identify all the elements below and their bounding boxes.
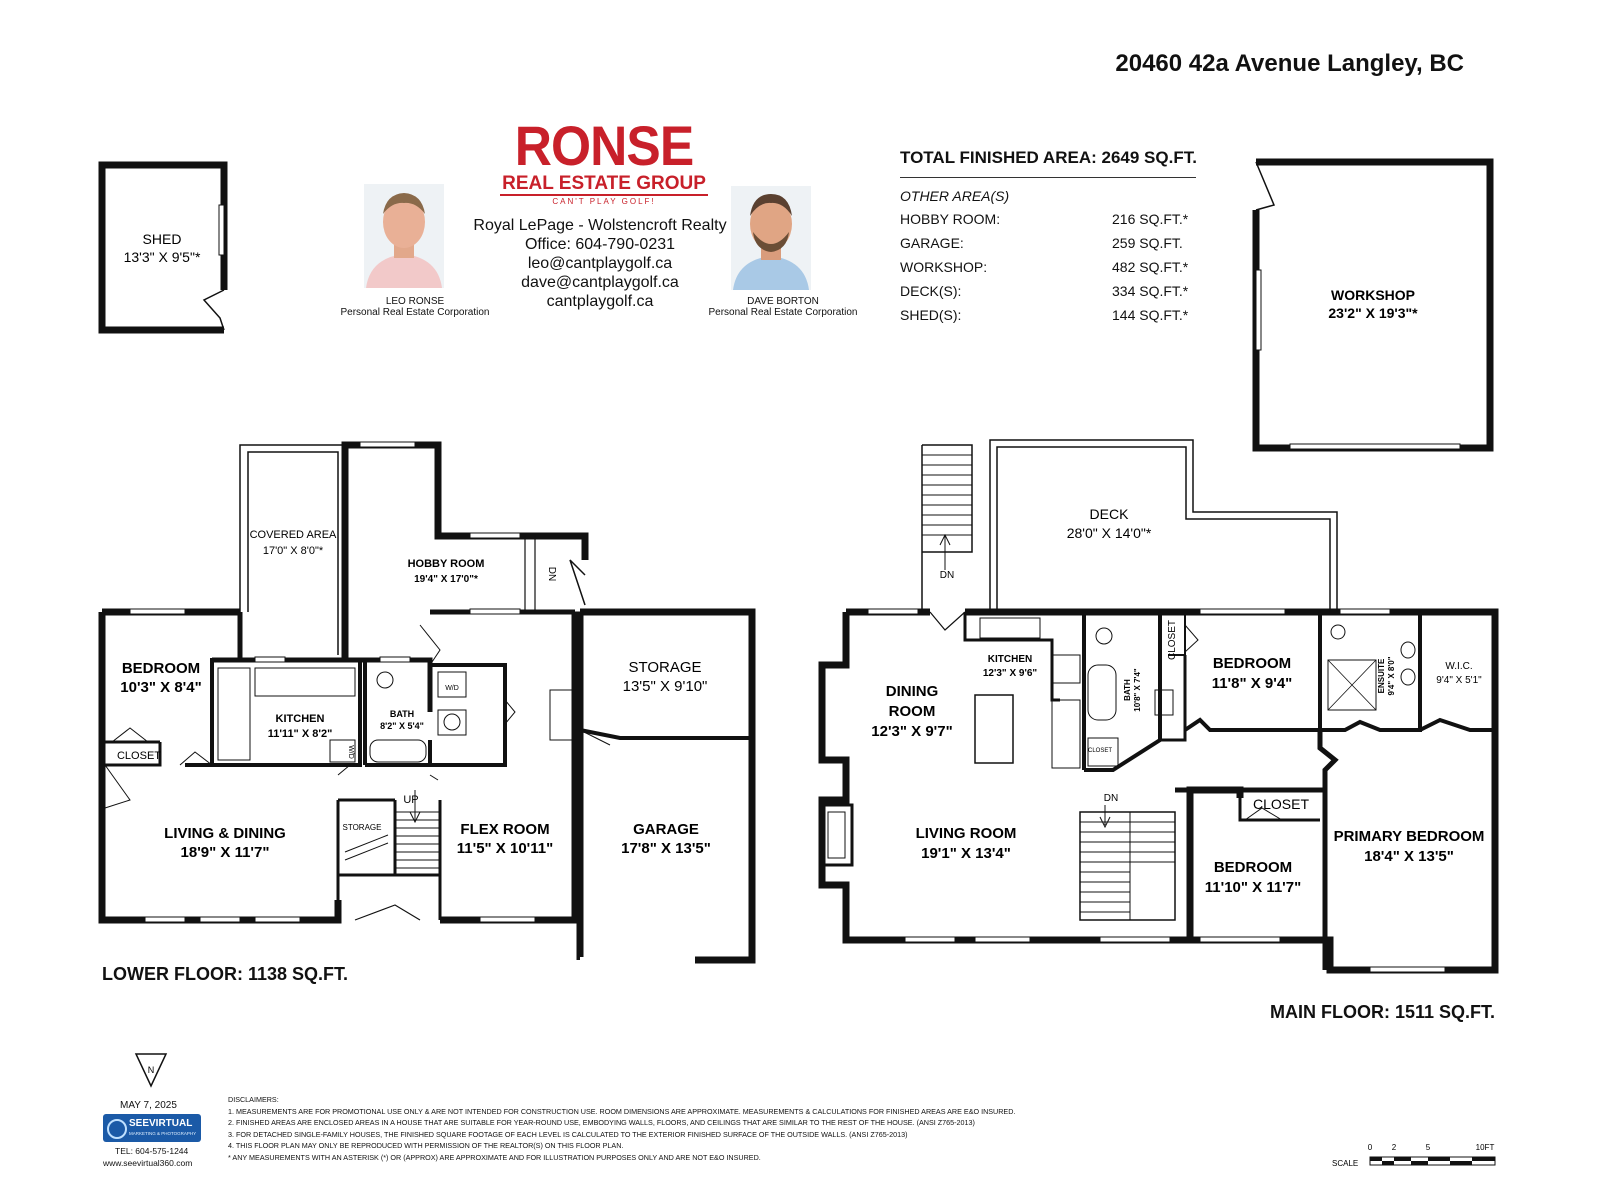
main-kitchen-name: KITCHEN: [987, 654, 1033, 665]
lower-bedroom-dims: 10'3" X 8'4": [120, 679, 202, 696]
hobby-room-name: HOBBY ROOM: [407, 558, 485, 570]
area-row-value: 259 SQ.FT.: [1112, 235, 1183, 251]
area-row-label: HOBBY ROOM:: [900, 211, 1001, 227]
shed-dims: 13'3" X 9'5"*: [123, 249, 201, 265]
main-bedroom2-name: BEDROOM: [1213, 859, 1293, 876]
area-row-label: DECK(S):: [900, 283, 962, 299]
area-row-label: GARAGE:: [900, 235, 964, 251]
compass-letter: N: [147, 1065, 155, 1075]
other-areas-label: OTHER AREA(S): [900, 188, 1010, 204]
brand-subtitle: REAL ESTATE GROUP: [502, 173, 706, 194]
scale-bar: [1332, 1143, 1495, 1168]
disclaimer-line: 2. FINISHED AREAS ARE ENCLOSED AREAS IN A HOUSE THAT ARE SUITABLE FOR YEAR-ROUND USE, EMBODYING WALLS, FLOORS, AND CEILINGS THAT ARE SIMILAR TO THE REST OF THE HOUSE. (ANSI Z765-2013): [228, 1118, 975, 1127]
bath-closet-name: CLOSET: [1087, 748, 1113, 754]
wic-dims: 9'4" X 5'1": [1436, 675, 1482, 686]
dining-room-dims: 12'3" X 9'7": [871, 723, 953, 740]
area-row-value: 144 SQ.FT.*: [1112, 307, 1189, 323]
main-bedroom2-dims: 11'10" X 11'7": [1204, 879, 1302, 896]
scale-tick-10: 10FT: [1475, 1143, 1495, 1152]
lower-living-name: LIVING & DINING: [164, 825, 286, 842]
seevirtual-sub: MARKETING & PHOTOGRAPHY: [129, 1131, 197, 1136]
lower-living-dims: 18'9" X 11'7": [180, 844, 270, 861]
ensuite-dims: 9'4" X 8'0": [1387, 656, 1396, 696]
disclaimer-line: 1. MEASUREMENTS ARE FOR PROMOTIONAL USE ONLY & ARE NOT INTENDED FOR CONSTRUCTION USE. ROOM DIMENSIONS ARE APPROXIMATE. MEASUREMENTS & CALCULATIONS FOR FINISHED AREAS ARE E&O INSURED.: [228, 1106, 1016, 1116]
washer-dryer-mark-2: W/D: [347, 745, 354, 759]
lower-floor-plan: [102, 442, 752, 962]
agent-dave-name: DAVE BORTON: [747, 296, 819, 307]
seevirtual-globe-icon: [107, 1119, 127, 1139]
compass-north-icon: [136, 1054, 166, 1086]
seevirtual-logo: [103, 1114, 201, 1142]
property-address: 20460 42a Avenue Langley, BC: [1115, 50, 1464, 77]
lower-kitchen-dims: 11'11" X 8'2": [267, 728, 333, 740]
lower-bath-name: BATH: [389, 709, 415, 719]
seevirtual-web[interactable]: www.seevirtual360.com: [103, 1158, 193, 1168]
main-bath-dims: 10'8" X 7'4": [1133, 668, 1142, 712]
disclaimer-line: * ANY MEASUREMENTS WITH AN ASTERISK (*) OR (APPROX) ARE APPROXIMATE AND FOR ILLUSTRATION PURPOSES ONLY AND ARE NOT E&O INSURED.: [228, 1152, 761, 1162]
scale-label: SCALE: [1332, 1159, 1359, 1168]
agent-leo-name: LEO RONSE: [385, 296, 445, 307]
area-row-value: 216 SQ.FT.*: [1112, 211, 1189, 227]
office-phone: Office: 604-790-0231: [524, 236, 676, 253]
washer-dryer-mark: W/D: [445, 685, 459, 692]
workshop-name: WORKSHOP: [1331, 287, 1415, 303]
deck-name: DECK: [1089, 506, 1129, 522]
brand-tagline: CAN'T PLAY GOLF!: [552, 197, 656, 206]
seevirtual-name: SEEVIRTUAL: [129, 1118, 193, 1129]
scale-tick-0: 0: [1367, 1143, 1373, 1152]
shed-outline: [102, 165, 224, 330]
agent-dave-title: Personal Real Estate Corporation: [708, 307, 858, 318]
deck-dims: 28'0" X 14'0"*: [1066, 525, 1152, 541]
brand-name: RONSE: [514, 114, 694, 177]
dining-room-name-2: ROOM: [888, 703, 936, 720]
lower-bath-dims: 8'2" X 5'4": [380, 721, 424, 731]
email-dave[interactable]: dave@cantplaygolf.ca: [521, 274, 679, 291]
covered-area-name: COVERED AREA: [249, 529, 337, 541]
lower-storage-dims: 13'5" X 9'10": [622, 678, 708, 695]
lower-storage-name: STORAGE: [628, 659, 702, 676]
area-row-value: 482 SQ.FT.*: [1112, 259, 1189, 275]
scale-tick-5: 5: [1425, 1143, 1431, 1152]
primary-bedroom-name: PRIMARY BEDROOM: [1333, 828, 1485, 845]
area-row-value: 334 SQ.FT.*: [1112, 283, 1189, 299]
under-stair-storage-name: STORAGE: [342, 823, 382, 832]
vertical-closet-name: CLOSET: [1167, 619, 1178, 661]
website-link[interactable]: cantplaygolf.ca: [546, 293, 654, 310]
main-living-name: LIVING ROOM: [915, 825, 1017, 842]
area-row-label: SHED(S):: [900, 307, 962, 323]
lower-bedroom-name: BEDROOM: [121, 660, 201, 677]
covered-area-dims: 17'0" X 8'0"*: [262, 545, 324, 557]
dining-room-name-1: DINING: [885, 683, 939, 700]
email-leo[interactable]: leo@cantplaygolf.ca: [527, 255, 673, 272]
brokerage: Royal LePage - Wolstencroft Realty: [473, 217, 727, 234]
lower-closet-name: CLOSET: [116, 750, 162, 762]
garage-dims: 17'8" X 13'5": [621, 840, 711, 857]
flex-room-dims: 11'5" X 10'11": [456, 840, 554, 857]
shed-name: SHED: [142, 231, 182, 247]
workshop-dims: 23'2" X 19'3"*: [1328, 305, 1418, 321]
disclaimers: [228, 1094, 1128, 1163]
ensuite-name: ENSUITE: [1377, 658, 1386, 694]
main-floor-label: MAIN FLOOR: 1511 SQ.FT.: [1270, 1002, 1496, 1022]
agent-leo-title: Personal Real Estate Corporation: [340, 307, 490, 318]
wic-name: W.I.C.: [1445, 661, 1473, 672]
flex-room-name: FLEX ROOM: [460, 821, 550, 838]
lower-floor-label: LOWER FLOOR: 1138 SQ.FT.: [102, 964, 349, 984]
area-row-label: WORKSHOP:: [900, 259, 988, 275]
primary-bedroom-dims: 18'4" X 13'5": [1364, 848, 1454, 865]
seevirtual-tel: TEL: 604-575-1244: [115, 1146, 189, 1156]
plan-date: MAY 7, 2025: [120, 1100, 177, 1111]
disclaimer-line: 4. THIS FLOOR PLAN MAY ONLY BE REPRODUCED WITH PERMISSION OF THE REALTOR(S) ON THIS FLOOR PLAN.: [228, 1141, 624, 1150]
disclaimers-title: DISCLAIMERS:: [228, 1095, 279, 1104]
scale-tick-2: 2: [1391, 1143, 1397, 1152]
total-area-value: 2649 SQ.FT.: [1101, 148, 1197, 167]
disclaimer-line: 3. FOR DETACHED SINGLE-FAMILY HOUSES, THE FINISHED SQUARE FOOTAGE OF EACH LEVEL IS CALCULATED TO THE EXTERIOR FINISHED SURFACE OF THE OUTSIDE WALLS. (ANSI Z765-2013): [228, 1129, 908, 1139]
main-living-dims: 19'1" X 13'4": [921, 845, 1011, 862]
hobby-room-dims: 19'4" X 17'0"*: [414, 574, 478, 585]
main-bedroom1-name: BEDROOM: [1212, 655, 1292, 672]
lower-kitchen-name: KITCHEN: [275, 713, 325, 725]
main-bedroom1-dims: 11'8" X 9'4": [1211, 675, 1293, 692]
main-stair-dn-mark: DN: [1103, 793, 1119, 804]
deck-dn-mark: DN: [939, 570, 955, 581]
main-bath-name: BATH: [1123, 679, 1132, 701]
main-kitchen-dims: 12'3" X 9'6": [982, 668, 1038, 679]
hobby-dn-mark: DN: [546, 566, 557, 582]
bedroom2-closet-name: CLOSET: [1252, 796, 1310, 812]
total-area-label: TOTAL FINISHED AREA:: [900, 148, 1097, 167]
garage-name: GARAGE: [633, 821, 699, 838]
stair-up-mark: UP: [403, 794, 419, 806]
